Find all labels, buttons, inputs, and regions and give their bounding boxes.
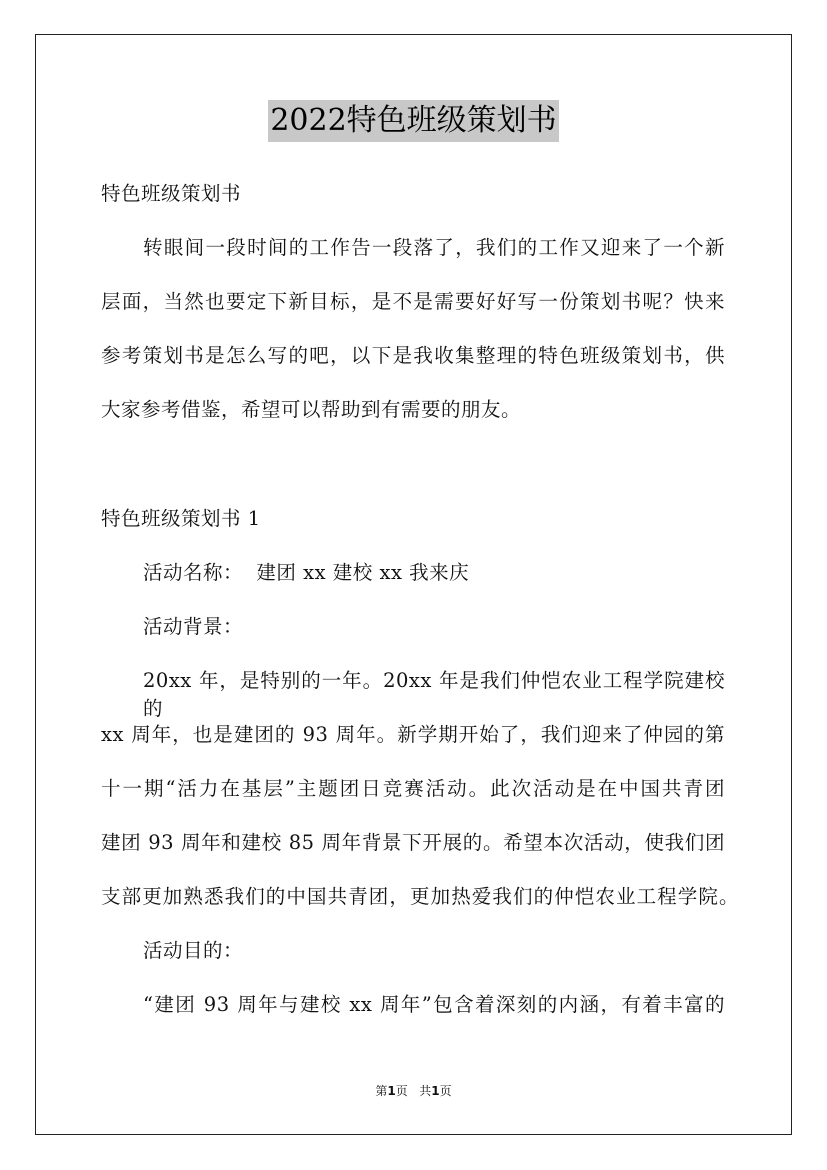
footer-suffix: 页 bbox=[439, 1084, 452, 1098]
intro-line-3: 参考策划书是怎么写的吧，以下是我收集整理的特色班级策划书，供 bbox=[101, 344, 725, 367]
activity-name: 活动名称： 建团 xx 建校 xx 我来庆 bbox=[143, 561, 470, 584]
document-subtitle: 特色班级策划书 bbox=[101, 182, 242, 205]
purpose-label: 活动目的： bbox=[143, 939, 244, 962]
footer-prefix: 第 bbox=[375, 1084, 388, 1098]
intro-line-2: 层面，当然也要定下新目标，是不是需要好好写一份策划书呢？快来 bbox=[101, 290, 725, 313]
intro-line-4: 大家参考借鉴，希望可以帮助到有需要的朋友。 bbox=[101, 398, 522, 421]
section-heading: 特色班级策划书 1 bbox=[101, 507, 261, 530]
footer-page-total: 1 bbox=[431, 1084, 440, 1098]
background-label: 活动背景： bbox=[143, 615, 244, 638]
background-line-3: 十一期“活力在基层”主题团日竞赛活动。此次活动是在中国共青团 bbox=[101, 777, 725, 800]
footer-page-number: 1 bbox=[387, 1084, 396, 1098]
title-container bbox=[0, 100, 827, 142]
background-line-4: 建团 93 周年和建校 85 周年背景下开展的。希望本次活动，使我们团 bbox=[101, 831, 725, 854]
purpose-line: “建团 93 周年与建校 xx 周年”包含着深刻的内涵，有着丰富的 bbox=[143, 993, 725, 1016]
page-footer bbox=[0, 1083, 827, 1099]
background-line-1: 20xx 年，是特别的一年。20xx 年是我们仲恺农业工程学院建校的 bbox=[143, 669, 725, 720]
background-line-5: 支部更加熟悉我们的中国共青团，更加热爱我们的仲恺农业工程学院。 bbox=[101, 885, 739, 908]
footer-mid: 页 共 bbox=[395, 1084, 432, 1098]
intro-line-1: 转眼间一段时间的工作告一段落了，我们的工作又迎来了一个新 bbox=[143, 236, 725, 259]
background-line-2: xx 周年，也是建团的 93 周年。新学期开始了，我们迎来了仲园的第 bbox=[101, 723, 725, 746]
document-title: 2022特色班级策划书 bbox=[268, 100, 558, 142]
